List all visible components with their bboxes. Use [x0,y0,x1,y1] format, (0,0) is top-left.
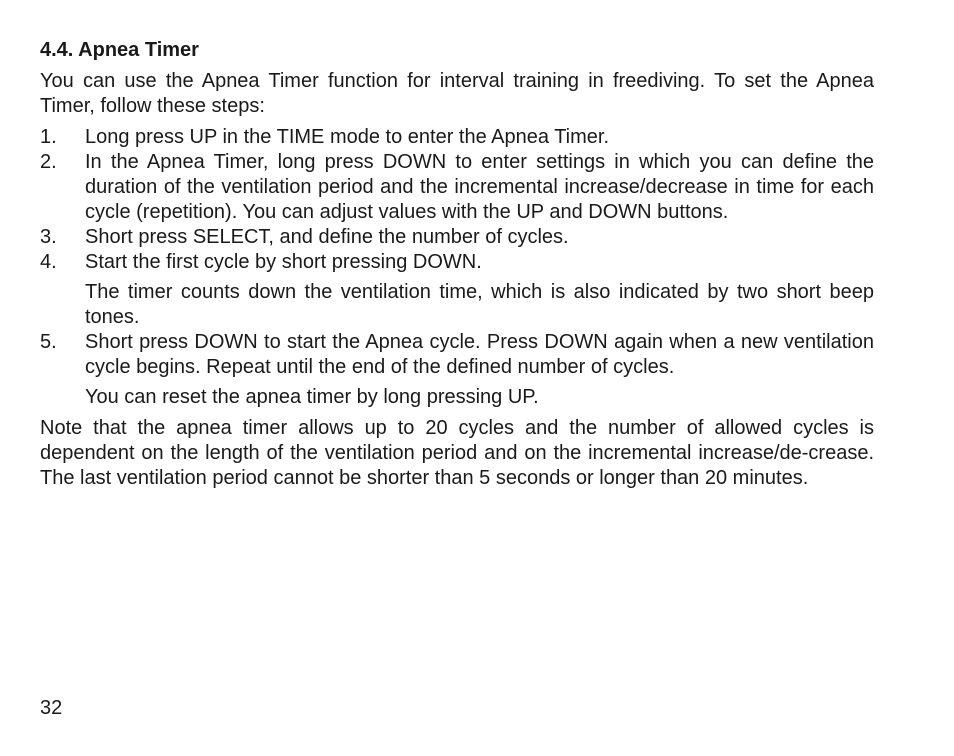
step-number: 1. [40,126,57,148]
intro-paragraph: You can use the Apnea Timer function for interval training in freediving. To set the Apnea Timer, follow these steps: [40,70,874,117]
step-item [40,125,874,150]
step-body [85,250,874,330]
step-body [85,125,874,150]
step-body [85,330,874,410]
step-note: You can reset the apnea timer by long pressing UP. [85,386,539,408]
step-text: Long press UP in the TIME mode to enter the Apnea Timer. [85,126,610,148]
step-number: 3. [40,226,57,248]
step-item [40,150,874,225]
section-heading: 4.4. Apnea Timer [40,39,199,61]
step-body [85,150,874,225]
step-item [40,330,874,410]
step-number: 5. [40,331,57,353]
steps-list [40,125,874,410]
step-number: 4. [40,251,57,273]
step-note: The timer counts down the ventilation time, which is also indicated by two short beep tones. [85,281,874,328]
page-number: 32 [40,697,63,719]
step-item [40,225,874,250]
step-text: Start the first cycle by short pressing DOWN. [85,251,482,273]
closing-note: Note that the apnea timer allows up to 20 cycles and the number of allowed cycles is dependent on the length of the ventilation period and on the incremental increase/de-crease. The last ventilation period cannot be shorter than 5 seconds or longer than 20 minutes. [40,417,874,489]
step-item [40,250,874,330]
step-text: Short press SELECT, and define the number of cycles. [85,226,569,248]
manual-page [40,38,874,491]
step-text: In the Apnea Timer, long press DOWN to enter settings in which you can define the duration of the ventilation period and the incremental increase/decrease in time for each cycle (repetition). You can adjust values with the UP and DOWN buttons. [85,151,874,223]
step-body [85,225,874,250]
step-number: 2. [40,151,57,173]
step-text: Short press DOWN to start the Apnea cycle. Press DOWN again when a new ventilation cycle begins. Repeat until the end of the defined number of cycles. [85,331,874,378]
